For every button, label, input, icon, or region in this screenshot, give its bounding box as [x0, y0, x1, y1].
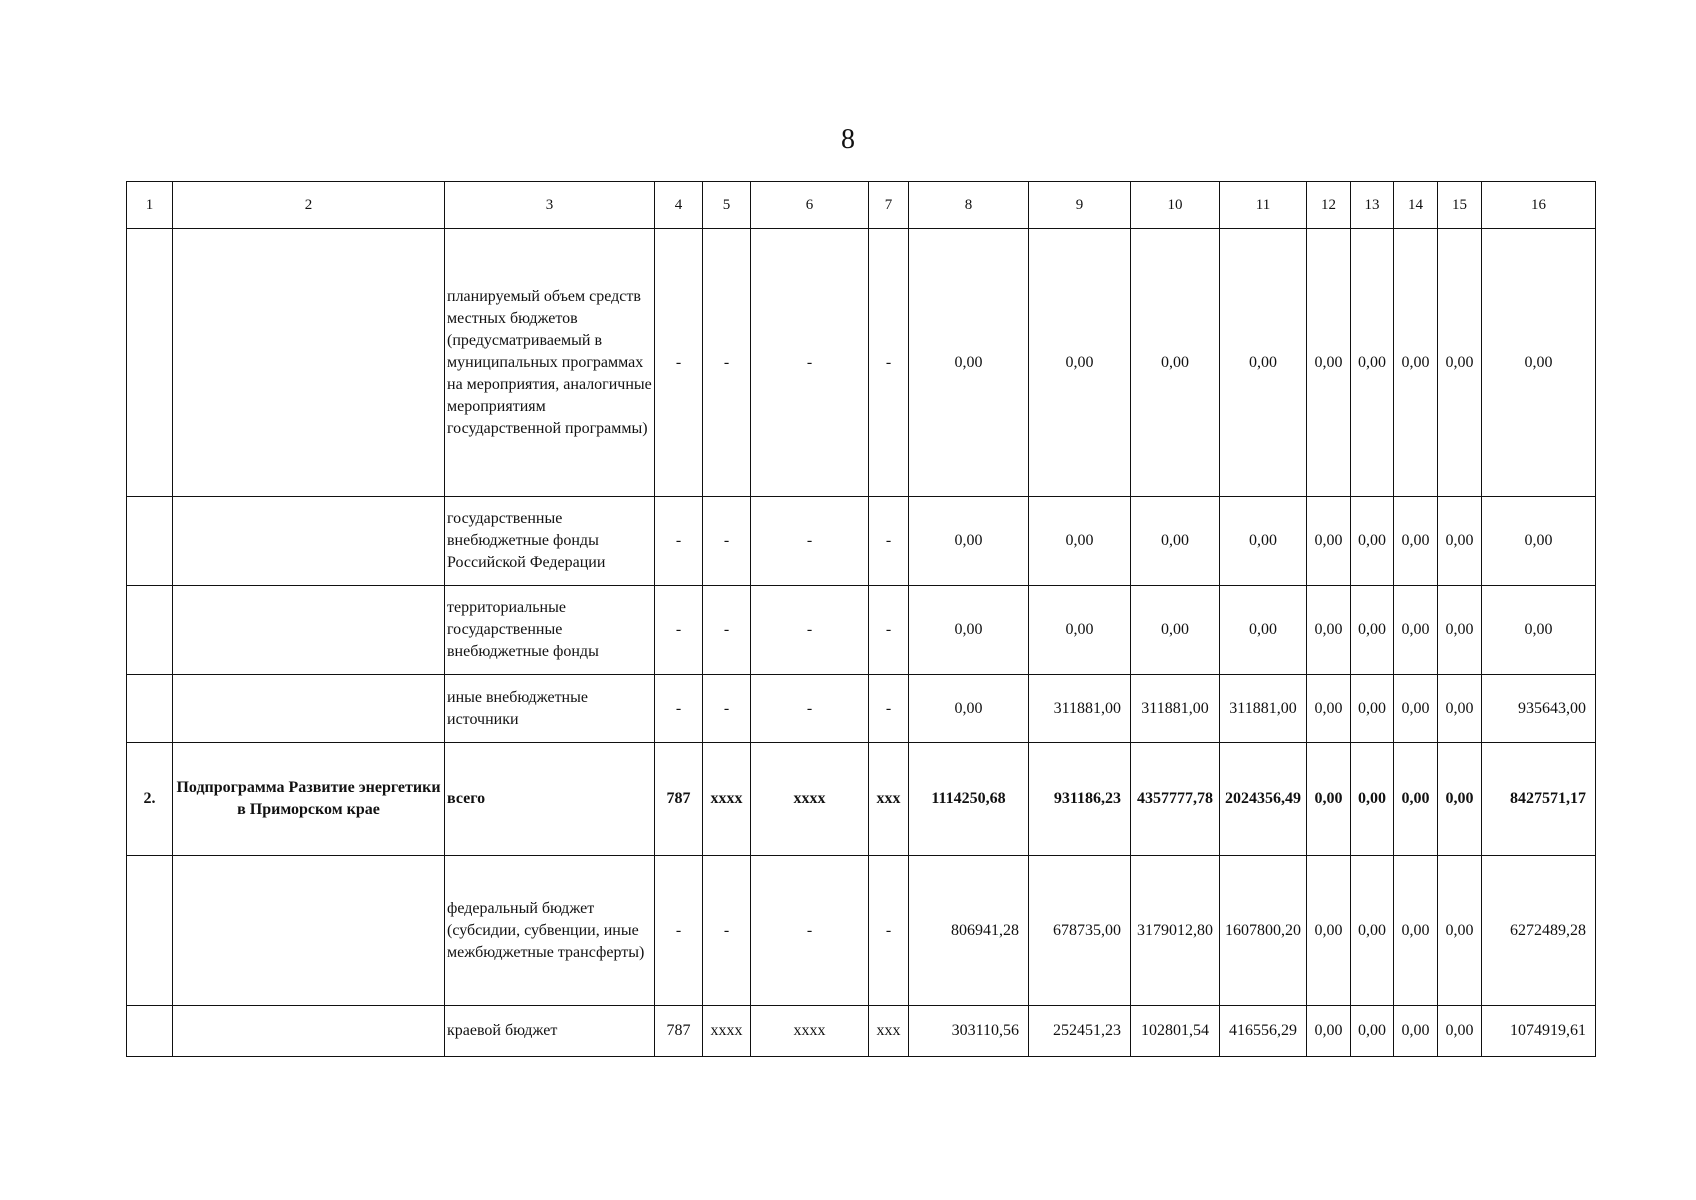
row-index [127, 586, 173, 675]
cell-c11: 0,00 [1220, 497, 1307, 586]
cell-c8: 806941,28 [909, 856, 1029, 1006]
cell-c9: 931186,23 [1029, 743, 1131, 856]
cell-c5: хххх [703, 743, 751, 856]
budget-table [126, 181, 1596, 1057]
cell-c12: 0,00 [1307, 1006, 1351, 1057]
cell-c12: 0,00 [1307, 743, 1351, 856]
cell-c8: 1114250,68 [909, 743, 1029, 856]
cell-c10: 311881,00 [1131, 675, 1220, 743]
cell-c8: 0,00 [909, 229, 1029, 497]
cell-c9: 252451,23 [1029, 1006, 1131, 1057]
cell-c12: 0,00 [1307, 497, 1351, 586]
cell-c16: 6272489,28 [1482, 856, 1596, 1006]
program-name [173, 497, 445, 586]
row-index [127, 675, 173, 743]
row-index [127, 856, 173, 1006]
header-cell: 3 [445, 182, 655, 229]
cell-c4: 787 [655, 743, 703, 856]
cell-c14: 0,00 [1394, 856, 1438, 1006]
program-name: Подпрограмма Развитие энергетики в Приморском крае [173, 743, 445, 856]
cell-c14: 0,00 [1394, 1006, 1438, 1057]
funding-source: территориальные государственные внебюджетные фонды [445, 586, 655, 675]
header-cell: 5 [703, 182, 751, 229]
cell-c7: - [869, 229, 909, 497]
cell-c11: 2024356,49 [1220, 743, 1307, 856]
cell-c9: 0,00 [1029, 586, 1131, 675]
cell-c7: - [869, 675, 909, 743]
header-cell: 12 [1307, 182, 1351, 229]
cell-c9: 0,00 [1029, 497, 1131, 586]
cell-c8: 0,00 [909, 675, 1029, 743]
cell-c15: 0,00 [1438, 675, 1482, 743]
cell-c13: 0,00 [1351, 675, 1394, 743]
cell-c7: - [869, 856, 909, 1006]
table-row [127, 586, 1596, 675]
cell-c13: 0,00 [1351, 856, 1394, 1006]
header-cell: 13 [1351, 182, 1394, 229]
cell-c10: 0,00 [1131, 229, 1220, 497]
cell-c14: 0,00 [1394, 497, 1438, 586]
row-index [127, 1006, 173, 1057]
cell-c11: 416556,29 [1220, 1006, 1307, 1057]
table-row [127, 675, 1596, 743]
cell-c10: 0,00 [1131, 497, 1220, 586]
header-cell: 10 [1131, 182, 1220, 229]
row-index [127, 497, 173, 586]
funding-source: краевой бюджет [445, 1006, 655, 1057]
cell-c7: ххх [869, 1006, 909, 1057]
cell-c6: - [751, 856, 869, 1006]
header-cell: 4 [655, 182, 703, 229]
cell-c6: хххх [751, 743, 869, 856]
cell-c11: 311881,00 [1220, 675, 1307, 743]
cell-c6: - [751, 586, 869, 675]
cell-c12: 0,00 [1307, 856, 1351, 1006]
cell-c5: - [703, 497, 751, 586]
cell-c14: 0,00 [1394, 743, 1438, 856]
cell-c6: хххх [751, 1006, 869, 1057]
cell-c5: - [703, 229, 751, 497]
cell-c8: 0,00 [909, 586, 1029, 675]
cell-c8: 0,00 [909, 497, 1029, 586]
cell-c13: 0,00 [1351, 497, 1394, 586]
table-row [127, 497, 1596, 586]
header-cell: 6 [751, 182, 869, 229]
cell-c7: - [869, 497, 909, 586]
cell-c4: - [655, 586, 703, 675]
header-cell: 8 [909, 182, 1029, 229]
cell-c9: 0,00 [1029, 229, 1131, 497]
cell-c5: - [703, 675, 751, 743]
cell-c15: 0,00 [1438, 586, 1482, 675]
cell-c6: - [751, 675, 869, 743]
cell-c5: хххх [703, 1006, 751, 1057]
cell-c12: 0,00 [1307, 675, 1351, 743]
cell-c15: 0,00 [1438, 1006, 1482, 1057]
cell-c16: 1074919,61 [1482, 1006, 1596, 1057]
cell-c14: 0,00 [1394, 675, 1438, 743]
header-cell: 14 [1394, 182, 1438, 229]
funding-source: иные внебюджетные источники [445, 675, 655, 743]
cell-c13: 0,00 [1351, 743, 1394, 856]
cell-c13: 0,00 [1351, 229, 1394, 497]
header-cell: 1 [127, 182, 173, 229]
page-number: 8 [841, 124, 855, 155]
cell-c6: - [751, 497, 869, 586]
header-cell: 15 [1438, 182, 1482, 229]
header-cell: 16 [1482, 182, 1596, 229]
funding-source: государственные внебюджетные фонды Российской Федерации [445, 497, 655, 586]
program-name [173, 1006, 445, 1057]
cell-c10: 102801,54 [1131, 1006, 1220, 1057]
cell-c15: 0,00 [1438, 856, 1482, 1006]
cell-c14: 0,00 [1394, 586, 1438, 675]
cell-c4: - [655, 497, 703, 586]
header-cell: 7 [869, 182, 909, 229]
cell-c16: 0,00 [1482, 497, 1596, 586]
cell-c16: 8427571,17 [1482, 743, 1596, 856]
cell-c6: - [751, 229, 869, 497]
program-name [173, 675, 445, 743]
cell-c5: - [703, 856, 751, 1006]
header-cell: 11 [1220, 182, 1307, 229]
cell-c7: ххх [869, 743, 909, 856]
funding-source: планируемый объем средств местных бюджетов (предусматриваемый в муниципальных программах на мероприятия, аналогичные мероприятиям государственной программы) [445, 229, 655, 497]
cell-c8: 303110,56 [909, 1006, 1029, 1057]
cell-c11: 0,00 [1220, 229, 1307, 497]
cell-c4: - [655, 229, 703, 497]
funding-source: всего [445, 743, 655, 856]
cell-c12: 0,00 [1307, 586, 1351, 675]
cell-c10: 3179012,80 [1131, 856, 1220, 1006]
cell-c4: - [655, 675, 703, 743]
table-row [127, 229, 1596, 497]
table-row [127, 1006, 1596, 1057]
cell-c4: - [655, 856, 703, 1006]
cell-c11: 1607800,20 [1220, 856, 1307, 1006]
header-cell: 9 [1029, 182, 1131, 229]
cell-c13: 0,00 [1351, 1006, 1394, 1057]
table-row [127, 856, 1596, 1006]
funding-source: федеральный бюджет (субсидии, субвенции, иные межбюджетные трансферты) [445, 856, 655, 1006]
cell-c10: 0,00 [1131, 586, 1220, 675]
cell-c15: 0,00 [1438, 743, 1482, 856]
program-name [173, 229, 445, 497]
program-name [173, 856, 445, 1006]
row-index: 2. [127, 743, 173, 856]
cell-c11: 0,00 [1220, 586, 1307, 675]
cell-c9: 678735,00 [1029, 856, 1131, 1006]
table-row [127, 743, 1596, 856]
cell-c7: - [869, 586, 909, 675]
row-index [127, 229, 173, 497]
cell-c5: - [703, 586, 751, 675]
cell-c16: 935643,00 [1482, 675, 1596, 743]
cell-c16: 0,00 [1482, 586, 1596, 675]
cell-c4: 787 [655, 1006, 703, 1057]
cell-c16: 0,00 [1482, 229, 1596, 497]
cell-c13: 0,00 [1351, 586, 1394, 675]
header-cell: 2 [173, 182, 445, 229]
cell-c14: 0,00 [1394, 229, 1438, 497]
header-row [127, 182, 1596, 229]
cell-c12: 0,00 [1307, 229, 1351, 497]
cell-c15: 0,00 [1438, 229, 1482, 497]
cell-c9: 311881,00 [1029, 675, 1131, 743]
cell-c10: 4357777,78 [1131, 743, 1220, 856]
cell-c15: 0,00 [1438, 497, 1482, 586]
program-name [173, 586, 445, 675]
